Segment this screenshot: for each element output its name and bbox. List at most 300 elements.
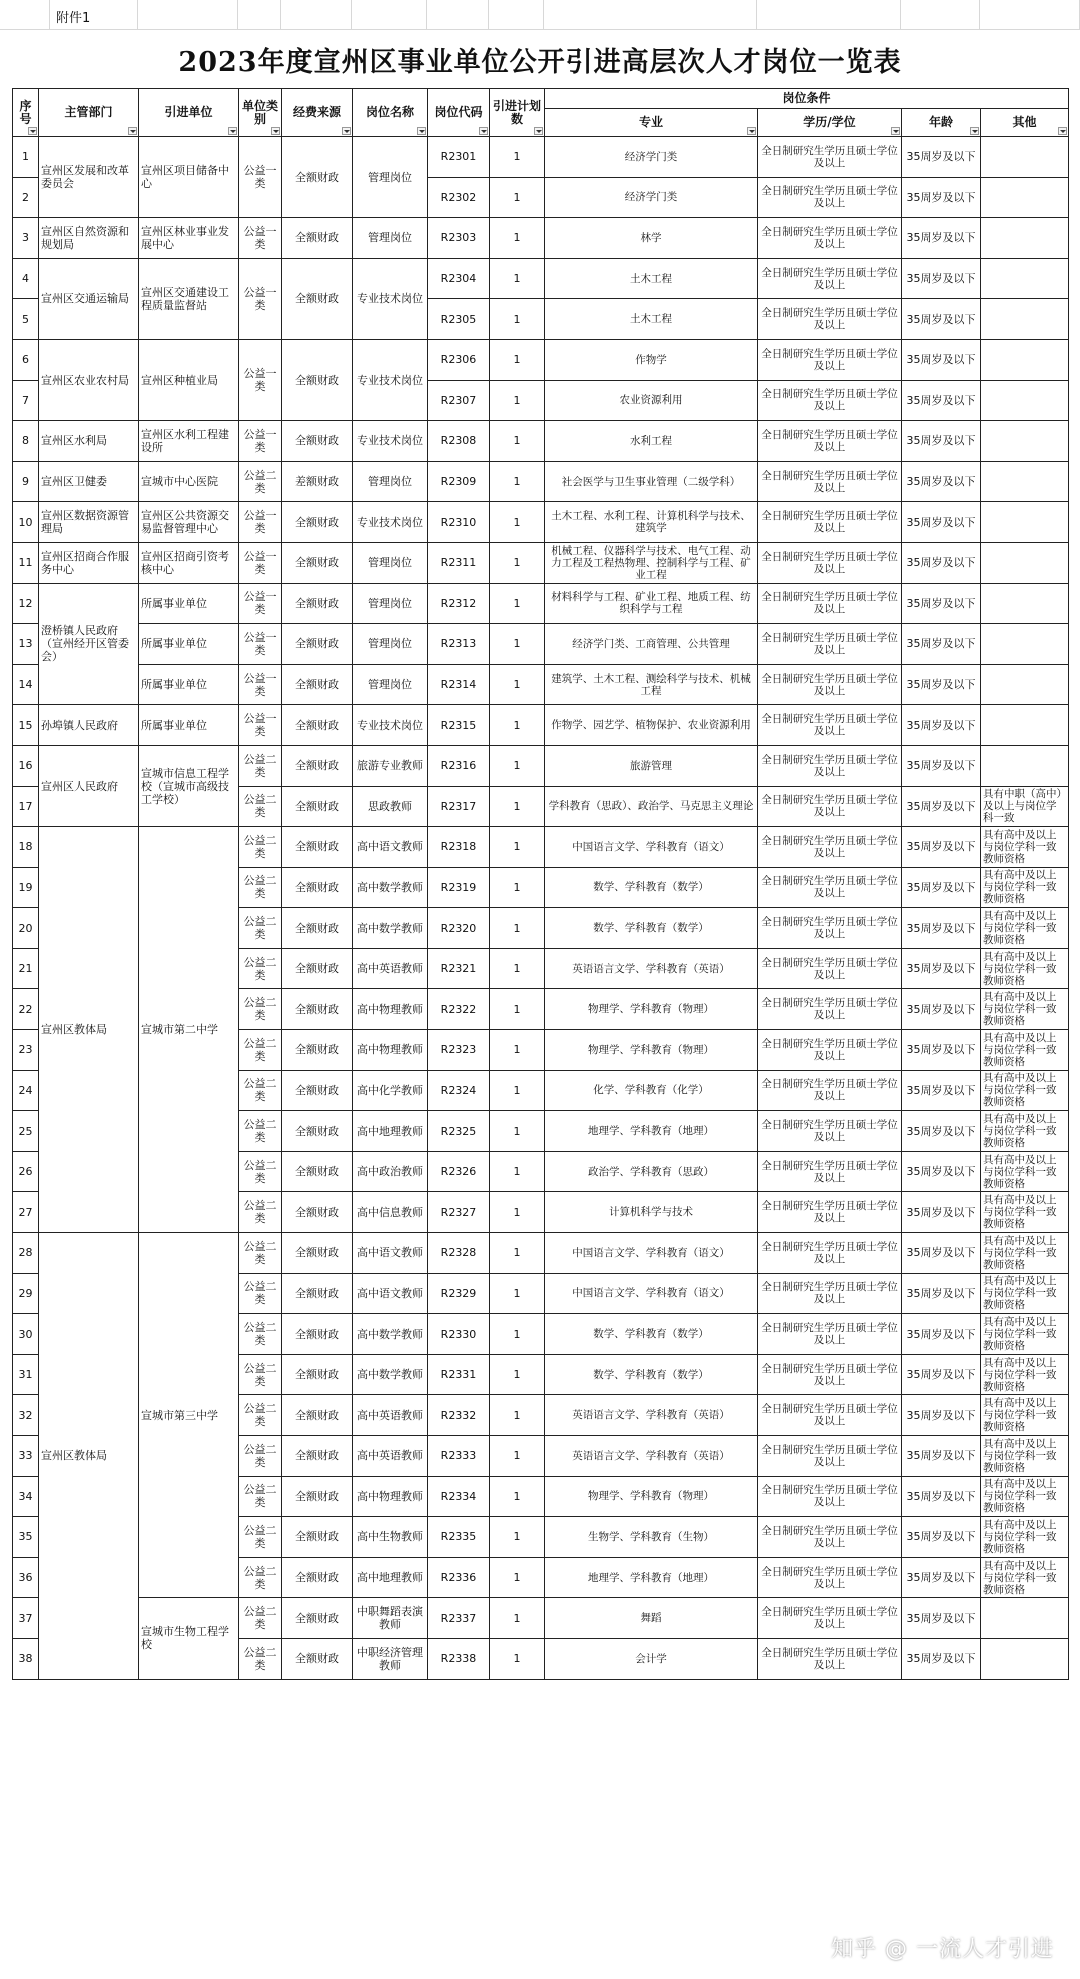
- cell-unit-type[interactable]: 公益一类: [239, 583, 282, 624]
- cell-post-name[interactable]: 高中语文教师: [353, 1233, 428, 1274]
- cell-funding[interactable]: 全额财政: [282, 948, 353, 989]
- cell-major[interactable]: 建筑学、土木工程、测绘科学与技术、机械工程: [545, 664, 758, 705]
- cell-unit-type[interactable]: 公益二类: [239, 1476, 282, 1517]
- cell-seq[interactable]: 32: [13, 1395, 39, 1436]
- cell-post-name[interactable]: 专业技术岗位: [353, 705, 428, 746]
- cell-degree[interactable]: 全日制研究生学历且硕士学位及以上: [758, 908, 902, 949]
- cell-funding[interactable]: 全额财政: [282, 1273, 353, 1314]
- cell-other[interactable]: [981, 502, 1069, 543]
- cell-unit-type[interactable]: 公益一类: [239, 218, 282, 259]
- cell-major[interactable]: 舞蹈: [545, 1598, 758, 1639]
- cell-seq[interactable]: 1: [13, 137, 39, 178]
- cell-plan[interactable]: 1: [490, 1598, 545, 1639]
- cell-major[interactable]: 农业资源利用: [545, 380, 758, 421]
- cell-post-name[interactable]: 专业技术岗位: [353, 258, 428, 339]
- cell-unit-type[interactable]: 公益一类: [239, 542, 282, 583]
- cell-plan[interactable]: 1: [490, 948, 545, 989]
- cell-major[interactable]: 经济学门类: [545, 177, 758, 218]
- cell-seq[interactable]: 27: [13, 1192, 39, 1233]
- cell-unit-type[interactable]: 公益二类: [239, 827, 282, 868]
- cell-seq[interactable]: 30: [13, 1314, 39, 1355]
- cell-major[interactable]: 作物学: [545, 339, 758, 380]
- cell-plan[interactable]: 1: [490, 177, 545, 218]
- cell-plan[interactable]: 1: [490, 624, 545, 665]
- cell-funding[interactable]: 全额财政: [282, 908, 353, 949]
- cell-plan[interactable]: 1: [490, 218, 545, 259]
- cell-post-name[interactable]: 管理岗位: [353, 624, 428, 665]
- cell-plan[interactable]: 1: [490, 786, 545, 827]
- cell-post-code[interactable]: R2323: [428, 1030, 490, 1071]
- cell-post-name[interactable]: 高中生物教师: [353, 1517, 428, 1558]
- cell-plan[interactable]: 1: [490, 1476, 545, 1517]
- cell-other[interactable]: [981, 542, 1069, 583]
- cell-major[interactable]: 英语语言文学、学科教育（英语）: [545, 1395, 758, 1436]
- cell-post-name[interactable]: 高中政治教师: [353, 1151, 428, 1192]
- cell-plan[interactable]: 1: [490, 1557, 545, 1598]
- cell-other[interactable]: [981, 624, 1069, 665]
- cell-unit-type[interactable]: 公益二类: [239, 1395, 282, 1436]
- cell-plan[interactable]: 1: [490, 461, 545, 502]
- cell-plan[interactable]: 1: [490, 583, 545, 624]
- cell-post-code[interactable]: R2320: [428, 908, 490, 949]
- cell-funding[interactable]: 全额财政: [282, 827, 353, 868]
- cell-age[interactable]: 35周岁及以下: [902, 542, 981, 583]
- cell-degree[interactable]: 全日制研究生学历且硕士学位及以上: [758, 177, 902, 218]
- cell-post-code[interactable]: R2313: [428, 624, 490, 665]
- cell-post-code[interactable]: R2312: [428, 583, 490, 624]
- cell-plan[interactable]: 1: [490, 258, 545, 299]
- cell-seq[interactable]: 31: [13, 1354, 39, 1395]
- cell-unit-type[interactable]: 公益二类: [239, 1638, 282, 1679]
- cell-plan[interactable]: 1: [490, 1070, 545, 1111]
- cell-unit-type[interactable]: 公益二类: [239, 1354, 282, 1395]
- cell-other[interactable]: 具有高中及以上与岗位学科一致教师资格: [981, 948, 1069, 989]
- cell-post-name[interactable]: 管理岗位: [353, 137, 428, 218]
- cell-post-code[interactable]: R2301: [428, 137, 490, 178]
- cell-plan[interactable]: 1: [490, 542, 545, 583]
- cell-unit[interactable]: 宣州区招商引资考核中心: [139, 542, 239, 583]
- col-header-dept[interactable]: 主管部门: [39, 89, 139, 137]
- cell-seq[interactable]: 28: [13, 1233, 39, 1274]
- cell-age[interactable]: 35周岁及以下: [902, 1233, 981, 1274]
- col-header-plan[interactable]: 引进计划数: [490, 89, 545, 137]
- cell-funding[interactable]: 全额财政: [282, 705, 353, 746]
- cell-post-name[interactable]: 旅游专业教师: [353, 745, 428, 786]
- cell-major[interactable]: 经济学门类、工商管理、公共管理: [545, 624, 758, 665]
- cell-post-name[interactable]: 中职经济管理教师: [353, 1638, 428, 1679]
- cell-age[interactable]: 35周岁及以下: [902, 339, 981, 380]
- cell-post-name[interactable]: 高中数学教师: [353, 908, 428, 949]
- cell-seq[interactable]: 11: [13, 542, 39, 583]
- cell-post-name[interactable]: 高中化学教师: [353, 1070, 428, 1111]
- cell-funding[interactable]: 全额财政: [282, 1151, 353, 1192]
- col-header-other[interactable]: 其他: [981, 109, 1069, 137]
- cell-major[interactable]: 化学、学科教育（化学）: [545, 1070, 758, 1111]
- cell-seq[interactable]: 3: [13, 218, 39, 259]
- cell-other[interactable]: 具有高中及以上与岗位学科一致教师资格: [981, 1151, 1069, 1192]
- cell-other[interactable]: 具有高中及以上与岗位学科一致教师资格: [981, 989, 1069, 1030]
- cell-degree[interactable]: 全日制研究生学历且硕士学位及以上: [758, 1192, 902, 1233]
- cell-plan[interactable]: 1: [490, 1151, 545, 1192]
- cell-age[interactable]: 35周岁及以下: [902, 1111, 981, 1152]
- cell-post-code[interactable]: R2324: [428, 1070, 490, 1111]
- cell-plan[interactable]: 1: [490, 299, 545, 340]
- cell-degree[interactable]: 全日制研究生学历且硕士学位及以上: [758, 380, 902, 421]
- cell-major[interactable]: 英语语言文学、学科教育（英语）: [545, 948, 758, 989]
- cell-seq[interactable]: 29: [13, 1273, 39, 1314]
- cell-funding[interactable]: 全额财政: [282, 624, 353, 665]
- cell-post-code[interactable]: R2333: [428, 1436, 490, 1477]
- filter-dropdown-icon[interactable]: [891, 127, 900, 135]
- cell-degree[interactable]: 全日制研究生学历且硕士学位及以上: [758, 948, 902, 989]
- cell-age[interactable]: 35周岁及以下: [902, 461, 981, 502]
- cell-funding[interactable]: 全额财政: [282, 1436, 353, 1477]
- cell-major[interactable]: 中国语言文学、学科教育（语文）: [545, 1233, 758, 1274]
- cell-seq[interactable]: 14: [13, 664, 39, 705]
- cell-post-code[interactable]: R2304: [428, 258, 490, 299]
- cell-degree[interactable]: 全日制研究生学历且硕士学位及以上: [758, 1598, 902, 1639]
- cell-degree[interactable]: 全日制研究生学历且硕士学位及以上: [758, 786, 902, 827]
- cell-funding[interactable]: 全额财政: [282, 1598, 353, 1639]
- cell-post-name[interactable]: 高中信息教师: [353, 1192, 428, 1233]
- cell-age[interactable]: 35周岁及以下: [902, 177, 981, 218]
- cell-plan[interactable]: 1: [490, 745, 545, 786]
- cell-major[interactable]: 材料科学与工程、矿业工程、地质工程、纺织科学与工程: [545, 583, 758, 624]
- cell-post-code[interactable]: R2325: [428, 1111, 490, 1152]
- cell-plan[interactable]: 1: [490, 908, 545, 949]
- cell-funding[interactable]: 全额财政: [282, 502, 353, 543]
- cell-dept[interactable]: 宣州区人民政府: [39, 745, 139, 826]
- cell-degree[interactable]: 全日制研究生学历且硕士学位及以上: [758, 664, 902, 705]
- cell-unit-type[interactable]: 公益二类: [239, 1151, 282, 1192]
- cell-post-code[interactable]: R2314: [428, 664, 490, 705]
- cell-funding[interactable]: 全额财政: [282, 1517, 353, 1558]
- cell-unit-type[interactable]: 公益一类: [239, 137, 282, 218]
- cell-funding[interactable]: 全额财政: [282, 1233, 353, 1274]
- cell-age[interactable]: 35周岁及以下: [902, 786, 981, 827]
- cell-other[interactable]: [981, 583, 1069, 624]
- cell-post-code[interactable]: R2330: [428, 1314, 490, 1355]
- cell-age[interactable]: 35周岁及以下: [902, 380, 981, 421]
- cell-age[interactable]: 35周岁及以下: [902, 218, 981, 259]
- cell-other[interactable]: [981, 421, 1069, 462]
- cell-post-code[interactable]: R2306: [428, 339, 490, 380]
- cell-post-name[interactable]: 高中物理教师: [353, 1476, 428, 1517]
- cell-plan[interactable]: 1: [490, 989, 545, 1030]
- cell-unit[interactable]: 所属事业单位: [139, 705, 239, 746]
- cell-seq[interactable]: 22: [13, 989, 39, 1030]
- cell-post-name[interactable]: 管理岗位: [353, 583, 428, 624]
- cell-post-code[interactable]: R2303: [428, 218, 490, 259]
- cell-funding[interactable]: 全额财政: [282, 867, 353, 908]
- cell-dept[interactable]: 宣州区交通运输局: [39, 258, 139, 339]
- cell-plan[interactable]: 1: [490, 1233, 545, 1274]
- cell-funding[interactable]: 全额财政: [282, 218, 353, 259]
- cell-other[interactable]: [981, 664, 1069, 705]
- cell-funding[interactable]: 全额财政: [282, 745, 353, 786]
- cell-major[interactable]: 政治学、学科教育（思政）: [545, 1151, 758, 1192]
- cell-dept[interactable]: 宣州区教体局: [39, 1233, 139, 1680]
- cell-degree[interactable]: 全日制研究生学历且硕士学位及以上: [758, 1111, 902, 1152]
- cell-post-name[interactable]: 高中物理教师: [353, 989, 428, 1030]
- cell-degree[interactable]: 全日制研究生学历且硕士学位及以上: [758, 339, 902, 380]
- cell-major[interactable]: 地理学、学科教育（地理）: [545, 1111, 758, 1152]
- cell-degree[interactable]: 全日制研究生学历且硕士学位及以上: [758, 1638, 902, 1679]
- cell-seq[interactable]: 24: [13, 1070, 39, 1111]
- cell-major[interactable]: 土木工程: [545, 258, 758, 299]
- cell-funding[interactable]: 全额财政: [282, 664, 353, 705]
- cell-plan[interactable]: 1: [490, 705, 545, 746]
- cell-unit-type[interactable]: 公益二类: [239, 1557, 282, 1598]
- cell-post-code[interactable]: R2317: [428, 786, 490, 827]
- cell-post-code[interactable]: R2307: [428, 380, 490, 421]
- cell-post-name[interactable]: 高中地理教师: [353, 1111, 428, 1152]
- cell-unit-type[interactable]: 公益二类: [239, 1070, 282, 1111]
- col-header-post-name[interactable]: 岗位名称: [353, 89, 428, 137]
- cell-other[interactable]: 具有高中及以上与岗位学科一致教师资格: [981, 1557, 1069, 1598]
- cell-post-code[interactable]: R2336: [428, 1557, 490, 1598]
- col-header-unit[interactable]: 引进单位: [139, 89, 239, 137]
- cell-major[interactable]: 数学、学科教育（数学）: [545, 1354, 758, 1395]
- cell-degree[interactable]: 全日制研究生学历且硕士学位及以上: [758, 299, 902, 340]
- cell-age[interactable]: 35周岁及以下: [902, 1436, 981, 1477]
- cell-plan[interactable]: 1: [490, 380, 545, 421]
- cell-major[interactable]: 中国语言文学、学科教育（语文）: [545, 827, 758, 868]
- cell-plan[interactable]: 1: [490, 1395, 545, 1436]
- cell-post-code[interactable]: R2310: [428, 502, 490, 543]
- cell-other[interactable]: 具有高中及以上与岗位学科一致教师资格: [981, 1436, 1069, 1477]
- cell-age[interactable]: 35周岁及以下: [902, 137, 981, 178]
- cell-unit-type[interactable]: 公益二类: [239, 1436, 282, 1477]
- cell-post-code[interactable]: R2338: [428, 1638, 490, 1679]
- cell-plan[interactable]: 1: [490, 867, 545, 908]
- cell-funding[interactable]: 全额财政: [282, 258, 353, 339]
- cell-age[interactable]: 35周岁及以下: [902, 1354, 981, 1395]
- cell-funding[interactable]: 差额财政: [282, 461, 353, 502]
- cell-degree[interactable]: 全日制研究生学历且硕士学位及以上: [758, 1314, 902, 1355]
- cell-age[interactable]: 35周岁及以下: [902, 421, 981, 462]
- cell-funding[interactable]: 全额财政: [282, 1314, 353, 1355]
- cell-major[interactable]: 旅游管理: [545, 745, 758, 786]
- cell-other[interactable]: 具有高中及以上与岗位学科一致教师资格: [981, 908, 1069, 949]
- cell-post-name[interactable]: 专业技术岗位: [353, 421, 428, 462]
- cell-post-name[interactable]: 高中物理教师: [353, 1030, 428, 1071]
- cell-other[interactable]: 具有高中及以上与岗位学科一致教师资格: [981, 1354, 1069, 1395]
- cell-unit[interactable]: 宣城市第二中学: [139, 827, 239, 1233]
- cell-degree[interactable]: 全日制研究生学历且硕士学位及以上: [758, 583, 902, 624]
- cell-seq[interactable]: 17: [13, 786, 39, 827]
- cell-unit-type[interactable]: 公益二类: [239, 867, 282, 908]
- cell-post-name[interactable]: 中职舞蹈表演教师: [353, 1598, 428, 1639]
- cell-age[interactable]: 35周岁及以下: [902, 624, 981, 665]
- cell-major[interactable]: 数学、学科教育（数学）: [545, 1314, 758, 1355]
- cell-other[interactable]: [981, 137, 1069, 178]
- cell-dept[interactable]: 宣州区水利局: [39, 421, 139, 462]
- cell-post-name[interactable]: 管理岗位: [353, 542, 428, 583]
- cell-plan[interactable]: 1: [490, 421, 545, 462]
- cell-funding[interactable]: 全额财政: [282, 1476, 353, 1517]
- cell-post-name[interactable]: 专业技术岗位: [353, 339, 428, 420]
- cell-other[interactable]: [981, 177, 1069, 218]
- cell-major[interactable]: 土木工程: [545, 299, 758, 340]
- cell-post-code[interactable]: R2334: [428, 1476, 490, 1517]
- cell-post-name[interactable]: 高中语文教师: [353, 1273, 428, 1314]
- cell-unit-type[interactable]: 公益一类: [239, 705, 282, 746]
- cell-seq[interactable]: 34: [13, 1476, 39, 1517]
- cell-other[interactable]: [981, 258, 1069, 299]
- cell-age[interactable]: 35周岁及以下: [902, 908, 981, 949]
- cell-seq[interactable]: 2: [13, 177, 39, 218]
- cell-dept[interactable]: 宣州区农业农村局: [39, 339, 139, 420]
- cell-age[interactable]: 35周岁及以下: [902, 1395, 981, 1436]
- cell-degree[interactable]: 全日制研究生学历且硕士学位及以上: [758, 745, 902, 786]
- cell-unit[interactable]: 宣州区种植业局: [139, 339, 239, 420]
- cell-age[interactable]: 35周岁及以下: [902, 948, 981, 989]
- cell-age[interactable]: 35周岁及以下: [902, 664, 981, 705]
- cell-degree[interactable]: 全日制研究生学历且硕士学位及以上: [758, 1476, 902, 1517]
- cell-seq[interactable]: 21: [13, 948, 39, 989]
- cell-post-code[interactable]: R2309: [428, 461, 490, 502]
- cell-plan[interactable]: 1: [490, 664, 545, 705]
- cell-age[interactable]: 35周岁及以下: [902, 705, 981, 746]
- cell-unit[interactable]: 宣州区林业事业发展中心: [139, 218, 239, 259]
- cell-other[interactable]: 具有高中及以上与岗位学科一致教师资格: [981, 827, 1069, 868]
- cell-degree[interactable]: 全日制研究生学历且硕士学位及以上: [758, 461, 902, 502]
- cell-unit[interactable]: 宣城市中心医院: [139, 461, 239, 502]
- cell-unit-type[interactable]: 公益一类: [239, 664, 282, 705]
- cell-age[interactable]: 35周岁及以下: [902, 827, 981, 868]
- cell-unit[interactable]: 宣州区项目储备中心: [139, 137, 239, 218]
- cell-degree[interactable]: 全日制研究生学历且硕士学位及以上: [758, 502, 902, 543]
- cell-age[interactable]: 35周岁及以下: [902, 1517, 981, 1558]
- cell-unit-type[interactable]: 公益一类: [239, 624, 282, 665]
- cell-age[interactable]: 35周岁及以下: [902, 989, 981, 1030]
- cell-post-code[interactable]: R2315: [428, 705, 490, 746]
- cell-other[interactable]: [981, 299, 1069, 340]
- cell-other[interactable]: 具有高中及以上与岗位学科一致教师资格: [981, 1030, 1069, 1071]
- cell-degree[interactable]: 全日制研究生学历且硕士学位及以上: [758, 705, 902, 746]
- cell-plan[interactable]: 1: [490, 137, 545, 178]
- cell-major[interactable]: 地理学、学科教育（地理）: [545, 1557, 758, 1598]
- cell-post-code[interactable]: R2302: [428, 177, 490, 218]
- cell-unit[interactable]: 宣州区水利工程建设所: [139, 421, 239, 462]
- cell-unit-type[interactable]: 公益一类: [239, 421, 282, 462]
- cell-seq[interactable]: 25: [13, 1111, 39, 1152]
- cell-funding[interactable]: 全额财政: [282, 137, 353, 218]
- cell-funding[interactable]: 全额财政: [282, 989, 353, 1030]
- cell-post-name[interactable]: 高中地理教师: [353, 1557, 428, 1598]
- cell-age[interactable]: 35周岁及以下: [902, 1273, 981, 1314]
- filter-dropdown-icon[interactable]: [128, 127, 137, 135]
- cell-degree[interactable]: 全日制研究生学历且硕士学位及以上: [758, 137, 902, 178]
- col-header-seq[interactable]: 序号: [13, 89, 39, 137]
- col-header-post-code[interactable]: 岗位代码: [428, 89, 490, 137]
- cell-seq[interactable]: 33: [13, 1436, 39, 1477]
- cell-degree[interactable]: 全日制研究生学历且硕士学位及以上: [758, 1233, 902, 1274]
- cell-seq[interactable]: 5: [13, 299, 39, 340]
- cell-post-code[interactable]: R2331: [428, 1354, 490, 1395]
- cell-funding[interactable]: 全额财政: [282, 1557, 353, 1598]
- cell-plan[interactable]: 1: [490, 1436, 545, 1477]
- cell-post-name[interactable]: 高中数学教师: [353, 867, 428, 908]
- cell-plan[interactable]: 1: [490, 1192, 545, 1233]
- cell-age[interactable]: 35周岁及以下: [902, 1192, 981, 1233]
- cell-seq[interactable]: 23: [13, 1030, 39, 1071]
- cell-degree[interactable]: 全日制研究生学历且硕士学位及以上: [758, 827, 902, 868]
- cell-seq[interactable]: 36: [13, 1557, 39, 1598]
- filter-dropdown-icon[interactable]: [534, 127, 543, 135]
- cell-seq[interactable]: 10: [13, 502, 39, 543]
- col-header-funding[interactable]: 经费来源: [282, 89, 353, 137]
- cell-major[interactable]: 机械工程、仪器科学与技术、电气工程、动力工程及工程热物理、控制科学与工程、矿业工程: [545, 542, 758, 583]
- cell-degree[interactable]: 全日制研究生学历且硕士学位及以上: [758, 1436, 902, 1477]
- cell-unit-type[interactable]: 公益二类: [239, 461, 282, 502]
- cell-degree[interactable]: 全日制研究生学历且硕士学位及以上: [758, 421, 902, 462]
- cell-dept[interactable]: 宣州区自然资源和规划局: [39, 218, 139, 259]
- cell-dept[interactable]: 宣州区招商合作服务中心: [39, 542, 139, 583]
- cell-unit-type[interactable]: 公益二类: [239, 1030, 282, 1071]
- cell-major[interactable]: 数学、学科教育（数学）: [545, 908, 758, 949]
- cell-seq[interactable]: 7: [13, 380, 39, 421]
- cell-major[interactable]: 经济学门类: [545, 137, 758, 178]
- cell-unit-type[interactable]: 公益二类: [239, 1517, 282, 1558]
- cell-plan[interactable]: 1: [490, 1314, 545, 1355]
- cell-degree[interactable]: 全日制研究生学历且硕士学位及以上: [758, 1395, 902, 1436]
- cell-plan[interactable]: 1: [490, 1111, 545, 1152]
- cell-unit[interactable]: 宣州区公共资源交易监督管理中心: [139, 502, 239, 543]
- col-header-age[interactable]: 年龄: [902, 109, 981, 137]
- cell-other[interactable]: [981, 380, 1069, 421]
- cell-unit-type[interactable]: 公益二类: [239, 1111, 282, 1152]
- cell-other[interactable]: [981, 1638, 1069, 1679]
- cell-other[interactable]: [981, 218, 1069, 259]
- cell-unit-type[interactable]: 公益二类: [239, 1598, 282, 1639]
- cell-other[interactable]: 具有高中及以上与岗位学科一致教师资格: [981, 1070, 1069, 1111]
- cell-other[interactable]: 具有高中及以上与岗位学科一致教师资格: [981, 1111, 1069, 1152]
- cell-funding[interactable]: 全额财政: [282, 1111, 353, 1152]
- cell-post-name[interactable]: 高中语文教师: [353, 827, 428, 868]
- cell-post-name[interactable]: 管理岗位: [353, 218, 428, 259]
- cell-seq[interactable]: 12: [13, 583, 39, 624]
- cell-other[interactable]: 具有中职（高中）及以上与岗位学科一致: [981, 786, 1069, 827]
- cell-post-name[interactable]: 管理岗位: [353, 664, 428, 705]
- cell-seq[interactable]: 38: [13, 1638, 39, 1679]
- cell-funding[interactable]: 全额财政: [282, 339, 353, 420]
- cell-post-code[interactable]: R2311: [428, 542, 490, 583]
- cell-degree[interactable]: 全日制研究生学历且硕士学位及以上: [758, 1070, 902, 1111]
- cell-degree[interactable]: 全日制研究生学历且硕士学位及以上: [758, 1517, 902, 1558]
- cell-unit-type[interactable]: 公益二类: [239, 786, 282, 827]
- filter-dropdown-icon[interactable]: [271, 127, 280, 135]
- cell-other[interactable]: [981, 461, 1069, 502]
- cell-post-name[interactable]: 管理岗位: [353, 461, 428, 502]
- cell-degree[interactable]: 全日制研究生学历且硕士学位及以上: [758, 218, 902, 259]
- cell-seq[interactable]: 4: [13, 258, 39, 299]
- cell-plan[interactable]: 1: [490, 1273, 545, 1314]
- cell-post-code[interactable]: R2329: [428, 1273, 490, 1314]
- cell-plan[interactable]: 1: [490, 502, 545, 543]
- cell-other[interactable]: [981, 745, 1069, 786]
- cell-funding[interactable]: 全额财政: [282, 1354, 353, 1395]
- cell-seq[interactable]: 16: [13, 745, 39, 786]
- cell-seq[interactable]: 19: [13, 867, 39, 908]
- cell-age[interactable]: 35周岁及以下: [902, 1070, 981, 1111]
- cell-post-name[interactable]: 高中数学教师: [353, 1314, 428, 1355]
- cell-unit-type[interactable]: 公益一类: [239, 502, 282, 543]
- cell-major[interactable]: 林学: [545, 218, 758, 259]
- cell-plan[interactable]: 1: [490, 1030, 545, 1071]
- cell-age[interactable]: 35周岁及以下: [902, 583, 981, 624]
